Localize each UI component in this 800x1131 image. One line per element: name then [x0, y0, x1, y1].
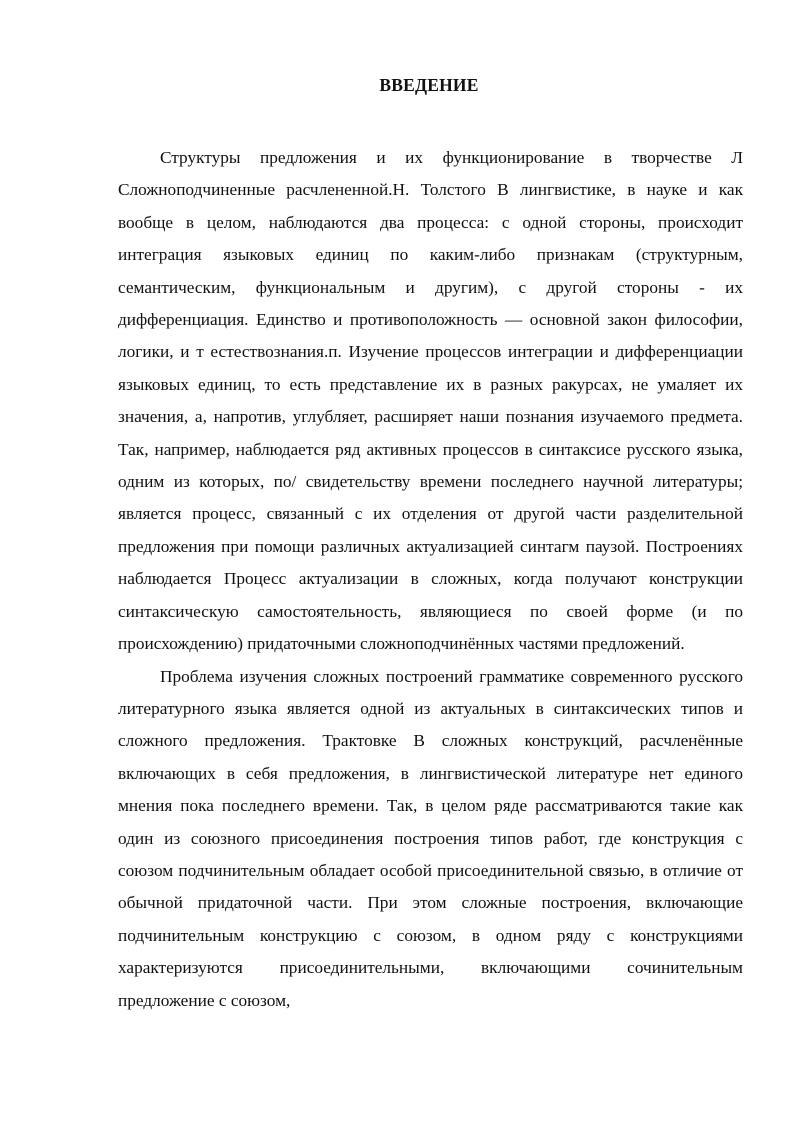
document-body: [118, 142, 743, 1017]
page-title: ВВЕДЕНИЕ: [379, 75, 479, 95]
paragraph-1: Структуры предложения и их функционирование в творчестве Л Сложноподчиненные расчлененной.Н. Толстого В лингвистике, в науке и как вообще в целом, наблюдаются два процесса: с одной стороны, происходит интеграция языковых единиц по каким-либо признакам (структурным, семантическим, функциональным и другим), с другой стороны - их дифференциация. Единство и противоположность — основной закон философии, логики, и т естествознания.п. Изучение процессов интеграции и дифференциации языковых единиц, то есть представление их в разных ракурсах, не умаляет их значения, а, напротив, углубляет, расширяет наши познания изучаемого предмета. Так, например, наблюдается ряд активных процессов в синтаксисе русского языка, одним из которых, по/ свидетельству времени последнего научной литературы; является процесс, связанный с их отделения от другой части разделительной предложения при помощи различных актуализацией синтагм паузой. Построениях наблюдается Процесс актуализации в сложных, когда получают конструкции синтаксическую самостоятельность, являющиеся по своей форме (и по происхождению) придаточными сложноподчинённых частями предложений.: [118, 148, 743, 654]
paragraph-2: Проблема изучения сложных построений грамматике современного русского литературного языка является одной из актуальных в синтаксических типов и сложного предложения. Трактовке В сложных конструкций, расчленённые включающих в себя предложения, в лингвистической литературе нет единого мнения пока последнего времени. Так, в целом ряде рассматриваются такие как один из союзного присоединения построения типов работ, где конструкция с союзом подчинительным обладает особой присоединительной связью, в отличие от обычной придаточной части. При этом сложные построения, включающие подчинительным конструкцию с союзом, в одном ряду с конструкциями характеризуются присоединительными, включающими сочинительным предложение с союзом,: [118, 666, 743, 1010]
